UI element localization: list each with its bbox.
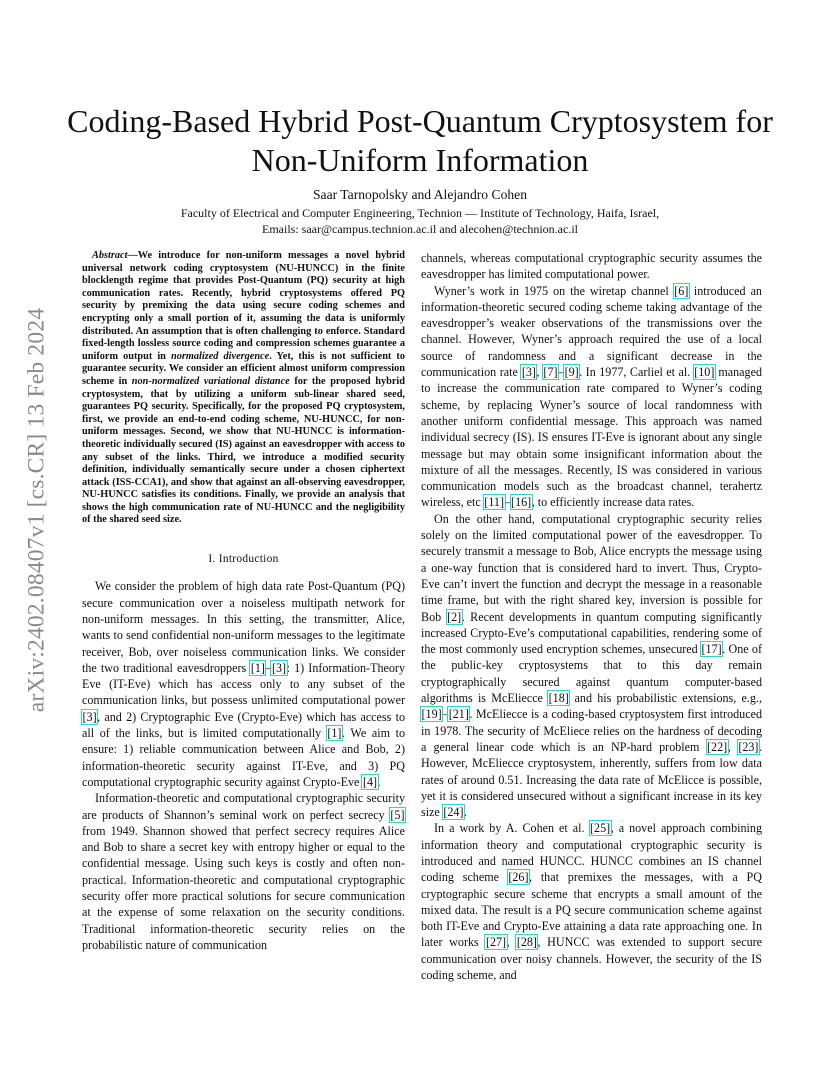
affiliation-block bbox=[60, 206, 780, 237]
citation-link[interactable]: [23] bbox=[738, 739, 759, 754]
citation-link[interactable]: [3] bbox=[521, 365, 536, 380]
authors: Saar Tarnopolsky and Alejandro Cohen bbox=[313, 187, 527, 202]
citation-link[interactable]: [3] bbox=[82, 709, 97, 724]
citation-link[interactable]: [9] bbox=[564, 365, 579, 380]
paper-title: Coding-Based Hybrid Post-Quantum Cryptosystem for Non-Uniform Information bbox=[67, 103, 773, 178]
paragraph-text: We consider the problem of high data rate Post-Quantum (PQ) secure communication over a noiseless multipath network for non-uniform messages. In this setting, the transmitter, Alice, wants to send confidential non-uniform messages to the legitimate receiver, Bob, over noiseless communication links. We consider the two traditional eavesdroppers bbox=[82, 579, 405, 675]
citation-link[interactable]: [25] bbox=[590, 821, 611, 836]
abstract-dash: — bbox=[127, 250, 138, 261]
abstract-text-3: for the proposed hybrid cryptosystem, that by utilizing a uniform sub-linear shared seed, guarantees PQ security. Specifically, for the proposed PQ cryptosystem, first, we provide an end-to-end coding scheme, NU-HUNCC, for non-uniform messages. Second, we show that NU-HUNCC is information-theoretic individually secured (IS) against an eavesdropper with access to any subset of the links. Third, we introduce a modified security definition, individually semantically secure under a chosen ciphertext attack (ISS-CCA1), and show that against an all-observing eavesdropper, NU-HUNCC satisfies its conditions. Finally, we provide an analysis that shows the high communication rate of NU-HUNCC and the negligibility of the shared seed size. bbox=[82, 375, 405, 526]
paragraph-text: Wyner’s work in 1975 on the wiretap channel bbox=[434, 283, 674, 298]
paragraph-text: introduced an information-theoretic secured coding scheme taking advantage of the eavesdropper’s weaker observations of the transmissions over the channel. However, Wyner’s approach required the use of a local source of randomness and a significant decrease in the communication rate bbox=[421, 283, 762, 380]
paragraph-text: . Recent developments in quantum computing significantly increased Crypto-Eve’s computational capabilities, rendering some of the most commonly used encryption schemes, unsecured bbox=[421, 609, 763, 657]
paragraph-text: managed to increase the communication rate compared to Wyner’s coding scheme, by replacing Wyner’s source of local randomness with another uniform confidential message. This approach was named individual secrecy (IS). IS ensures IT-Eve is ignorant about any single message but may obtain some insignificant information about the mixture of all the messages. Recently, IS was considered in various communication models such as the broadcast channel, terahertz wireless, etc bbox=[421, 365, 762, 510]
affiliation: Faculty of Electrical and Computer Engineering, Technion — Institute of Technology, Haifa, Israel, bbox=[180, 206, 660, 220]
paragraph-text: , bbox=[536, 365, 543, 380]
citation-link[interactable]: [24] bbox=[443, 805, 464, 820]
citation-link[interactable]: [5] bbox=[390, 807, 405, 822]
paragraph-text: , to efficiently increase data rates. bbox=[531, 495, 695, 510]
citation-link[interactable]: [6] bbox=[674, 283, 689, 298]
right-column bbox=[421, 250, 762, 983]
citation-link[interactable]: [16] bbox=[511, 495, 532, 510]
paragraph-text: On the other hand, computational cryptographic security relies solely on the limited computational power of the eavesdropper. To securely transmit a message to Bob, Alice encrypts the message using a one-way function that is considered hard to invert. Thus, Crypto-Eve can’t invert the function and decrypt the message in a reasonable time frame, but with the right shared key, inversion is possible for Bob bbox=[421, 511, 762, 624]
paragraph-text: , that premixes the messages, with a PQ cryptographic secure scheme that encrypts a small amount of the mixed data. The result is a PQ secure communication scheme against both IT-Eve and Crypto-Eve attaining a data rate approaching one. In later works bbox=[421, 870, 762, 950]
arxiv-stamp bbox=[22, 290, 52, 730]
paragraph bbox=[421, 283, 762, 511]
paragraph-text: . In 1977, Carliel et al. bbox=[579, 365, 694, 380]
paragraph-text: , a novel approach combining information theory and computational cryptographic security is introduced and named HUNCC. HUNCC combines an IS channel coding scheme bbox=[421, 821, 762, 885]
paragraph-text: – bbox=[442, 707, 449, 722]
paragraph-text: , HUNCC was extended to support secure communication over noisy channels. However, the security of the IS coding scheme, and bbox=[421, 935, 763, 983]
citation-link[interactable]: [28] bbox=[516, 935, 537, 950]
citation-link[interactable]: [11] bbox=[484, 495, 504, 510]
section-heading-introduction: I. Introduction bbox=[208, 553, 279, 566]
paragraph-text: and his probabilistic extensions, e.g., bbox=[569, 691, 762, 706]
paragraph-text: Information-theoretic and computational cryptographic security are products of Shannon’s seminal work on perfect secrecy bbox=[82, 791, 405, 822]
paragraph-text: , bbox=[506, 935, 517, 950]
citation-link[interactable]: [7] bbox=[543, 365, 558, 380]
paragraph-text: . We aim to ensure: 1) reliable communication between Alice and Bob, 2) information-theoretic security against IT-Eve, and 3) PQ computational cryptographic security against Crypto-Eve bbox=[82, 726, 406, 789]
paragraph-text: . McEliecce is a coding-based cryptosystem first introduced in 1978. The security of McEliece relies on the hardness of decoding a general linear code which is an NP-hard problem bbox=[421, 707, 762, 754]
paragraph-text: In a work by A. Cohen et al. bbox=[434, 821, 590, 836]
paragraph-text: . One of the public-key cryptosystems that to this day remain cryptographically secured against quantum computer-based algorithms is McEliecce bbox=[421, 642, 762, 706]
citation-link[interactable]: [27] bbox=[485, 935, 507, 950]
paragraph-text: – bbox=[504, 495, 511, 510]
citation-link[interactable]: [10] bbox=[694, 365, 715, 380]
paragraph-text: , bbox=[727, 739, 738, 754]
paragraph bbox=[421, 820, 762, 983]
citation-link[interactable]: [3] bbox=[271, 660, 287, 675]
citation-link[interactable]: [1] bbox=[327, 726, 342, 741]
abstract-label: Abstract bbox=[92, 250, 128, 261]
left-column bbox=[82, 250, 405, 953]
paragraph-text: . bbox=[377, 774, 381, 789]
citation-link[interactable]: [18] bbox=[548, 691, 569, 706]
citation-link[interactable]: [19] bbox=[421, 707, 442, 722]
paragraph-text: . bbox=[463, 805, 468, 820]
paragraph-text: – bbox=[265, 660, 272, 675]
paragraph-text: . However, McEliecce cryptosystem, inherently, suffers from low data rates of around 0.51. Increasing the data rate of McElicce is possible, yet it is considered unsecured without a significant increase in its key size bbox=[421, 739, 762, 820]
paragraph-continuation: channels, whereas computational cryptographic security assumes the eavesdropper has limited computational power. bbox=[421, 251, 762, 282]
citation-link[interactable]: [26] bbox=[508, 870, 529, 885]
citation-link[interactable]: [4] bbox=[362, 774, 378, 789]
abstract-text-1: We introduce for non-uniform messages a novel hybrid universal network coding cryptosystem (NU-HUNCC) in the finite blocklength regime that provides Post-Quantum (PQ) security at high communication rates. Recently, hybrid cryptosystems offered PQ security by premixing the data using secure coding schemes and encrypting only a small portion of it, assuming the data is uniformly distributed. An assumption that is often challenging to enforce. Standard fixed-length lossless source coding and compression schemes guarantee a uniform output in bbox=[82, 250, 405, 362]
abstract bbox=[82, 250, 405, 527]
citation-link[interactable]: [1] bbox=[250, 660, 265, 675]
arxiv-stamp-text: arXiv:2402.08407v1 [cs.CR] 13 Feb 2024 bbox=[23, 307, 50, 713]
abstract-emphasis-1: normalized divergence bbox=[170, 350, 270, 362]
paragraph-text: from 1949. Shannon showed that perfect secrecy requires Alice and Bob to share a secret key with entropy higher or equal to the confidential message. Using such keys is costly and often non-practical. Information-theoretic and computational cryptographic security offer more practical solutions for secure communication at the expense of some relaxation on the security conditions. Traditional information-theoretic security relies on the probabilistic nature of communication bbox=[82, 823, 405, 952]
citation-link[interactable]: [21] bbox=[448, 707, 469, 722]
paragraph-text: – bbox=[558, 365, 565, 380]
emails: Emails: saar@campus.technion.ac.il and alecohen@technion.ac.il bbox=[262, 221, 578, 236]
citation-link[interactable]: [22] bbox=[707, 739, 728, 754]
abstract-text-2: . Yet, this is not sufficient to guarantee security. We consider an efficient almost uniform compression scheme in bbox=[82, 350, 405, 387]
abstract-emphasis-2: non-normalized variational distance bbox=[131, 375, 290, 387]
paragraph-text: , and 2) Cryptographic Eve (Crypto-Eve) which has access to all of the links, but is limited computationally bbox=[82, 709, 405, 741]
paragraph-text: : 1) Information-Theory Eve (IT-Eve) which has access only to any subset of the communication links, but possess unlimited computational power bbox=[82, 660, 406, 708]
citation-link[interactable]: [2] bbox=[447, 609, 462, 624]
paragraph bbox=[82, 790, 405, 953]
paragraph bbox=[421, 511, 762, 821]
citation-link[interactable]: [17] bbox=[701, 642, 722, 657]
paragraph bbox=[82, 578, 405, 790]
